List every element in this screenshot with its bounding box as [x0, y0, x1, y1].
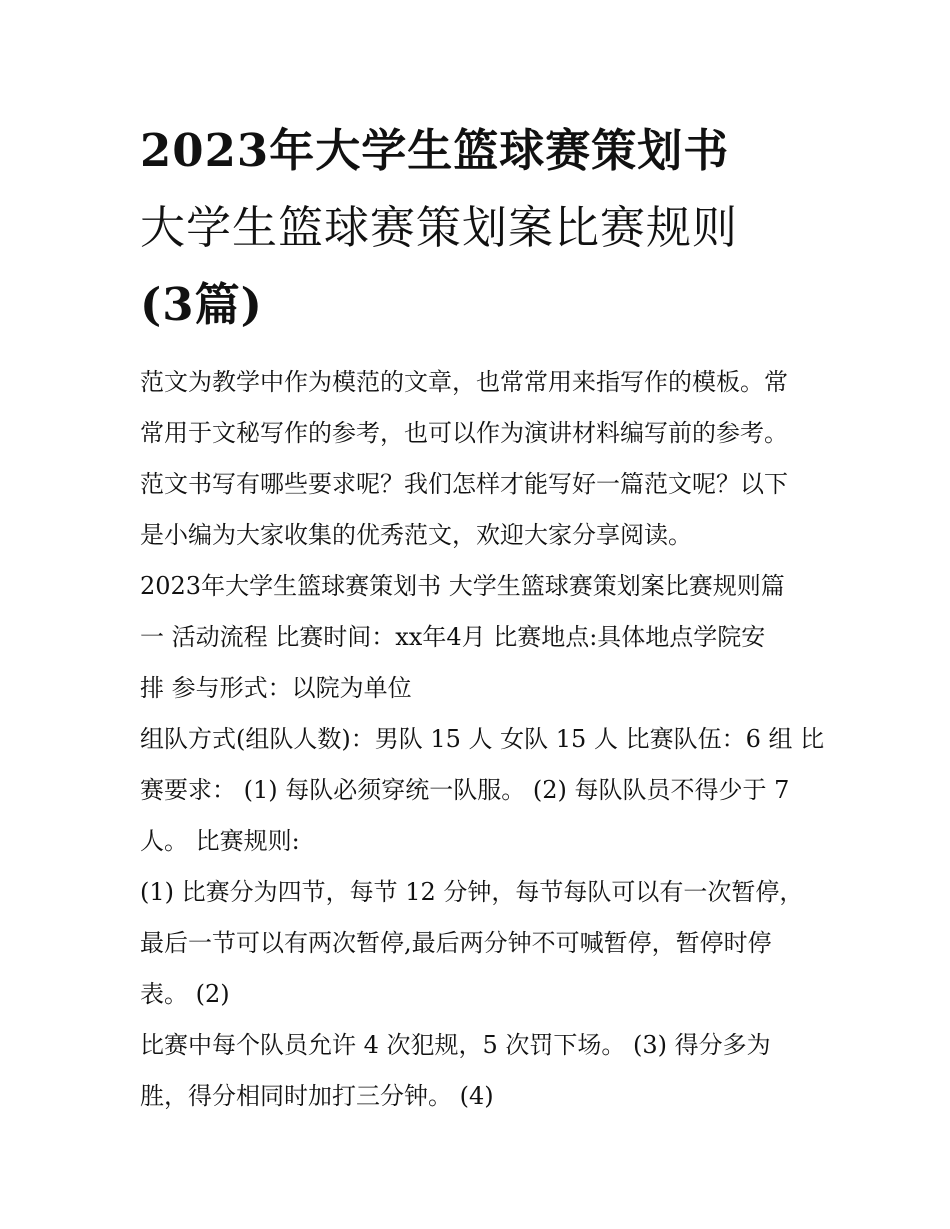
body-line: 比赛中每个队员允许 4 次犯规，5 次罚下场。 (3) 得分多为	[140, 1031, 771, 1059]
body-line: 是小编为大家收集的优秀范文，欢迎大家分享阅读。	[140, 521, 692, 549]
title-line-2: 大学生篮球赛策划案比赛规则	[140, 201, 739, 254]
body-line: 常用于文秘写作的参考，也可以作为演讲材料编写前的参考。	[140, 419, 788, 447]
title-line-3: (3篇)	[140, 278, 263, 331]
body-line: 一 活动流程 比赛时间：xx年4月 比赛地点:具体地点学院安	[140, 623, 766, 651]
body-line: (1) 比赛分为四节，每节 12 分钟，每节每队可以有一次暂停，	[140, 878, 804, 906]
body-line: 胜，得分相同时加打三分钟。 (4)	[140, 1082, 494, 1110]
body-line: 表。 (2)	[140, 980, 230, 1008]
body-line: 范文书写有哪些要求呢？我们怎样才能写好一篇范文呢？以下	[140, 470, 788, 498]
document-title	[140, 112, 820, 343]
body-line: 人。 比赛规则:	[140, 827, 300, 855]
body-line: 2023年大学生篮球赛策划书 大学生篮球赛策划案比赛规则篇	[140, 572, 785, 600]
title-line-1: 2023年大学生篮球赛策划书	[140, 124, 730, 177]
body-line: 最后一节可以有两次暂停,最后两分钟不可喊暂停，暂停时停	[140, 929, 772, 957]
body-line: 排 参与形式：以院为单位	[140, 674, 412, 702]
document-body	[140, 357, 825, 1122]
body-line: 赛要求： (1) 每队必须穿统一队服。 (2) 每队队员不得少于 7	[140, 776, 790, 804]
body-line: 范文为教学中作为模范的文章，也常常用来指写作的模板。常	[140, 368, 788, 396]
body-line: 组队方式(组队人数)：男队 15 人 女队 15 人 比赛队伍：6 组 比	[140, 725, 825, 753]
